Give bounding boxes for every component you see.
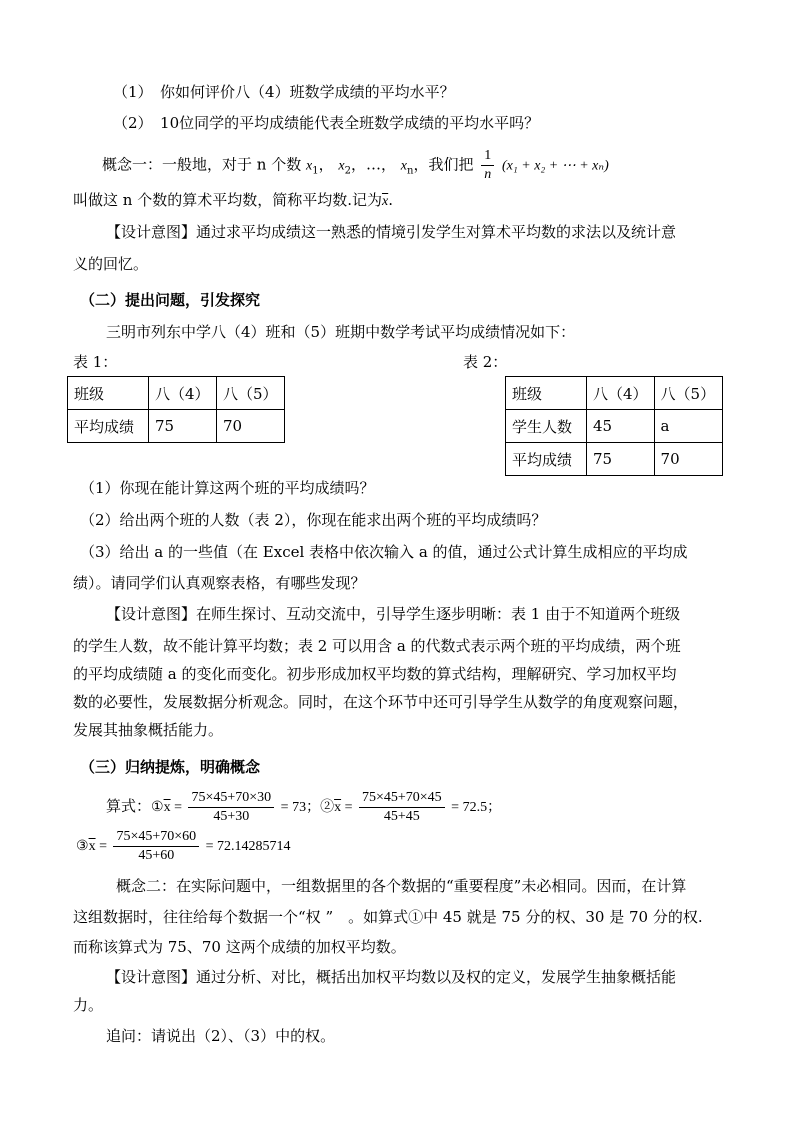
table-cell: 平均成绩	[506, 443, 587, 476]
sum-expression: (x₁ + x₂ + ⋯ + xₙ)	[502, 158, 609, 174]
design-intent-2-line-4: 数的必要性，发展数据分析观念。同时，在这个环节中还可引导学生从数学的角度观察问题，	[73, 693, 689, 711]
table-cell: 八（4）	[587, 377, 655, 410]
formula-3-fraction: $\frac{75\times 45+70\times 60}{45+60}$	[113, 829, 199, 864]
table-cell: 70	[217, 410, 285, 443]
discussion-question-2: （2）给出两个班的人数（表 2），你现在能求出两个班的平均成绩吗？	[80, 511, 547, 529]
design-intent-1-line-2: 义的回忆。	[73, 255, 149, 273]
section-2-intro: 三明市列东中学八（4）班和（5）班期中数学考试平均成绩情况如下：	[106, 323, 576, 341]
table-row	[68, 410, 285, 443]
discussion-question-1: （1）你现在能计算这两个班的平均成绩吗？	[80, 479, 375, 497]
table-cell: a	[654, 410, 722, 443]
table-2-caption: 表 2：	[463, 353, 508, 371]
concept-1-lead: 概念一：一般地，对于 n 个数	[102, 155, 302, 174]
design-intent-3-line-2: 力。	[73, 996, 104, 1014]
formula-label: 算式：	[106, 797, 152, 815]
mean-fraction: $\frac{1}{n}$	[481, 148, 494, 183]
table-cell: 75	[587, 443, 655, 476]
formula-3-mark: ③	[76, 839, 89, 854]
design-intent-3-line-1: 【设计意图】通过分析、对比，概括出加权平均数以及权的定义，发展学生抽象概括能	[106, 968, 677, 986]
concept-2-line-2: 这组数据时，往往给每个数据一个“权 ” 。如算式①中 45 就是 75 分的权、30 是 70 分的权.	[73, 908, 703, 926]
table-row	[506, 410, 723, 443]
follow-up-question: 追问：请说出（2）、（3）中的权。	[106, 1027, 336, 1045]
concept-1-line-2: 叫做这 n 个数的算术平均数，简称平均数.记为$\overline{x}$.	[73, 191, 393, 209]
design-intent-2-line-2: 的学生人数，故不能计算平均数；表 2 可以用含 a 的代数式表示两个班的平均成绩，两个班	[73, 637, 681, 655]
formula-1-mark: ①	[151, 800, 164, 815]
table-cell: 平均成绩	[68, 410, 149, 443]
formula-line-1: 算式：$①\overline{x}$ = $\frac{75\times 45+70\times 30}{45+30}$ = 73；$②\overline{x}$ = $\frac{75\times 45+70\times 45}{45+45}$ = 72.5；	[106, 790, 502, 825]
concept-2-line-3: 而称该算式为 75、70 这两个成绩的加权平均数。	[73, 938, 406, 956]
table-1-caption: 表 1：	[73, 353, 118, 371]
formula-2-fraction: $\frac{75\times 45+70\times 45}{45+45}$	[359, 790, 445, 825]
table-cell: 八（4）	[149, 377, 217, 410]
table-2	[505, 376, 723, 476]
table-row	[506, 377, 723, 410]
table-cell: 70	[654, 443, 722, 476]
question-1: （1） 你如何评价八（4）班数学成绩的平均水平？	[113, 83, 455, 101]
discussion-question-3-line-1: （3）给出 a 的一些值（在 Excel 表格中依次输入 a 的值，通过公式计算生成相应的平均成	[80, 543, 688, 561]
formula-1-fraction: $\frac{75\times 45+70\times 30}{45+30}$	[188, 790, 274, 825]
table-cell: 75	[149, 410, 217, 443]
table-row	[506, 443, 723, 476]
design-intent-2-line-5: 发展其抽象概括能力。	[73, 721, 224, 739]
x-bar-symbol: $\overline{x}$	[381, 194, 389, 209]
table-cell: 学生人数	[506, 410, 587, 443]
table-cell: 八（5）	[654, 377, 722, 410]
table-cell: 45	[587, 410, 655, 443]
table-row	[68, 377, 285, 410]
design-intent-2-line-1: 【设计意图】在师生探讨、互动交流中，引导学生逐步明晰：表 1 由于不知道两个班级	[106, 605, 681, 623]
table-cell: 班级	[506, 377, 587, 410]
formula-2-mark: ②	[320, 800, 335, 815]
formula-line-2: $③\overline{x}$ = $\frac{75\times 45+70\times 60}{45+60}$ = 72.14285714	[76, 829, 291, 864]
concept-1-line-1: 概念一：一般地，对于 n 个数 $x_1$， $x_2$，…， $x_n$，我们把 $\frac{1}{n}$ (x₁ + x₂ + ⋯ + xₙ)	[102, 148, 609, 182]
discussion-question-3-line-2: 绩）。请同学们认真观察表格，有哪些发现？	[73, 574, 366, 592]
concept-2-line-1: 概念二：在实际问题中，一组数据里的各个数据的“重要程度”未必相同。因而，在计算	[116, 877, 687, 895]
design-intent-1-line-1: 【设计意图】通过求平均成绩这一熟悉的情境引发学生对算术平均数的求法以及统计意	[106, 223, 677, 241]
section-2-heading: （二）提出问题，引发探究	[80, 291, 261, 309]
question-2: （2） 10位同学的平均成绩能代表全班数学成绩的平均水平吗？	[113, 114, 540, 132]
section-3-heading: （三）归纳提炼，明确概念	[80, 758, 261, 776]
design-intent-2-line-3: 的平均成绩随 a 的变化而变化。初步形成加权平均数的算式结构，理解研究、学习加权平均	[73, 665, 677, 683]
table-1	[67, 376, 285, 443]
table-cell: 八（5）	[217, 377, 285, 410]
table-cell: 班级	[68, 377, 149, 410]
